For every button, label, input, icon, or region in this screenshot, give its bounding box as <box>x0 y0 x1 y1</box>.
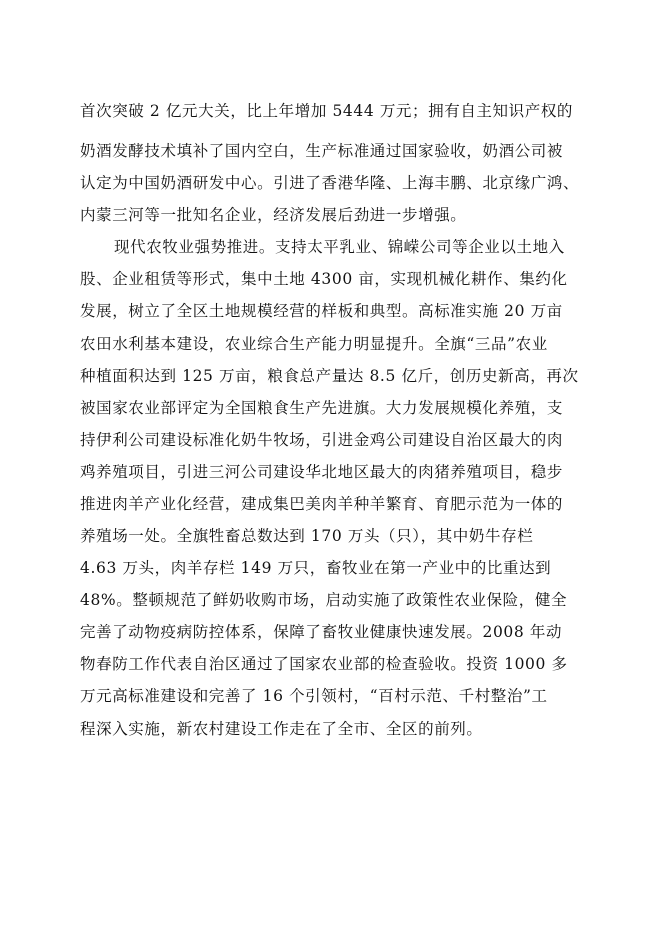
text-line-9: 种植面积达到 125 万亩，粮食总产量达 8.5 亿斤，创历史新高，再次 <box>80 367 579 385</box>
text-line-15: 4.63 万头，肉羊存栏 149 万只，畜牧业在第一产业中的比重达到 <box>80 559 552 577</box>
text-line-13: 推进肉羊产业化经营，建成集巴美肉羊种羊繁育、育肥示范为一体的 <box>80 495 564 513</box>
text-line-2: 奶酒发酵技术填补了国内空白，生产标准通过国家验收，奶酒公司被 <box>80 142 564 160</box>
text-line-7: 发展，树立了全区土地规模经营的样板和典型。高标准实施 20 万亩 <box>80 302 563 320</box>
text-line-12: 鸡养殖项目，引进三河公司建设华北地区最大的肉猪养殖项目，稳步 <box>80 463 564 481</box>
text-line-19: 万元高标准建设和完善了 16 个引领村，“百村示范、千村整治”工 <box>80 687 548 705</box>
text-line-1: 首次突破 2 亿元大关，比上年增加 5444 万元；拥有自主知识产权的 <box>80 102 574 120</box>
text-line-16: 48%。整顿规范了鲜奶收购市场，启动实施了政策性农业保险，健全 <box>80 591 568 609</box>
text-line-18: 物春防工作代表自治区通过了国家农业部的检查验收。投资 1000 多 <box>80 655 568 673</box>
text-line-20: 程深入实施，新农村建设工作走在了全市、全区的前列。 <box>80 720 483 738</box>
text-line-4: 内蒙三河等一批知名企业，经济发展后劲进一步增强。 <box>80 206 467 224</box>
text-line-8: 农田水利基本建设，农业综合生产能力明显提升。全旗“三品”农业 <box>80 335 548 353</box>
text-line-10: 被国家农业部评定为全国粮食生产先进旗。大力发展规模化养殖，支 <box>80 399 564 417</box>
text-line-3: 认定为中国奶酒研发中心。引进了香港华隆、上海丰鹏、北京缘广鸿、 <box>80 174 580 192</box>
text-line-14: 养殖场一处。全旗牲畜总数达到 170 万头（只），其中奶牛存栏 <box>80 527 534 545</box>
text-line-6: 股、企业租赁等形式，集中土地 4300 亩，实现机械化耕作、集约化 <box>80 270 568 288</box>
text-line-11: 持伊利公司建设标准化奶牛牧场，引进金鸡公司建设自治区最大的肉 <box>80 431 564 449</box>
text-line-17: 完善了动物疫病防控体系，保障了畜牧业健康快速发展。2008 年动 <box>80 623 563 641</box>
text-line-5-paragraph-start: 现代农牧业强势推进。支持太平乳业、锦嵘公司等企业以土地入 <box>114 238 565 256</box>
